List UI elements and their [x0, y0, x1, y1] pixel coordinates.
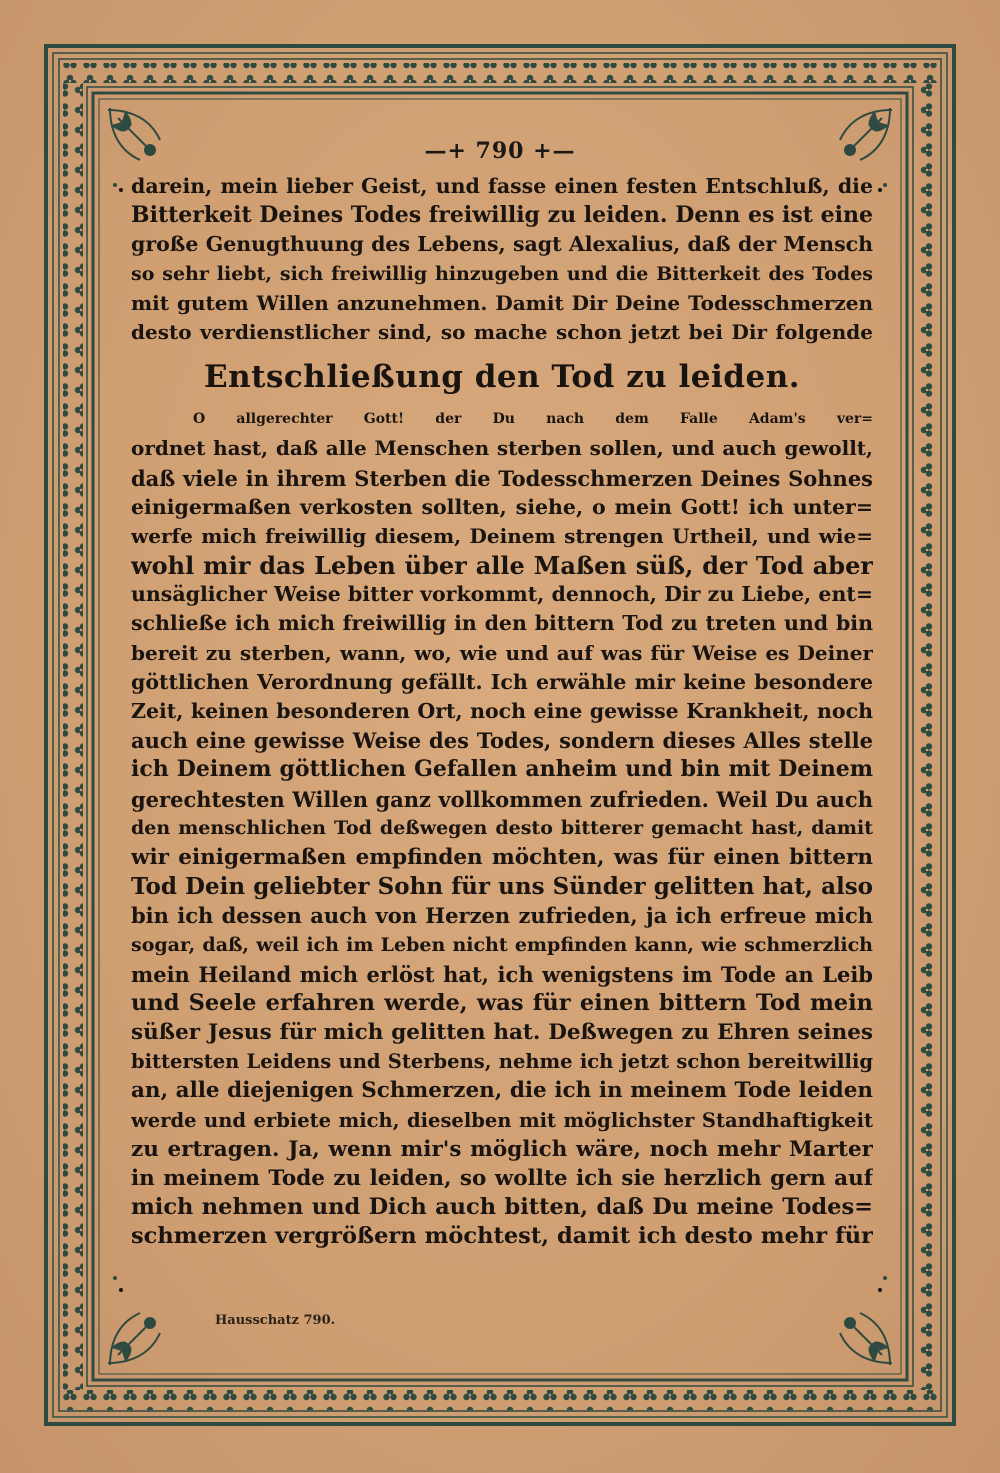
text-line: ich Deinem göttlichen Gefallen anheim und bin mit Deinem — [131, 756, 873, 783]
text-line: gerechtesten Willen ganz vollkommen zufrieden. Weil Du auch — [131, 786, 873, 812]
text-line: mit gutem Willen anzunehmen. Damit Dir Deine Todesschmerzen — [131, 290, 873, 315]
text-line: bereit zu sterben, wann, wo, wie und auf was für Weise es Deiner — [131, 640, 873, 665]
paragraph-intro — [131, 172, 873, 347]
text-line: göttlichen Verordnung gefällt. Ich erwähle mir keine besondere — [131, 669, 873, 694]
text-line: auch eine gewisse Weise des Todes, sondern dieses Alles stelle — [131, 728, 873, 754]
text-line: desto verdienstlicher sind, so mache schon jetzt bei Dir folgende — [131, 319, 873, 344]
text-line: Bitterkeit Deines Todes freiwillig zu leiden. Denn es ist eine — [131, 202, 873, 229]
text-line: mein Heiland mich erlöst hat, ich wenigstens im Tode an Leib — [131, 961, 873, 987]
text-line: mich nehmen und Dich auch bitten, daß Du meine Todes= — [131, 1194, 873, 1221]
text-line: so sehr liebt, sich freiwillig hinzugeben und die Bitterkeit des Todes — [131, 262, 873, 285]
corner-ornament-bottom-left — [108, 1313, 160, 1365]
text-line: Zeit, keinen besonderen Ort, noch eine gewisse Krankheit, noch — [131, 699, 873, 723]
text-line: ordnet hast, daß alle Menschen sterben sollen, und auch gewollt, — [131, 436, 873, 461]
text-line: werfe mich freiwillig diesem, Deinem strengen Urtheil, und wie= — [131, 523, 873, 548]
text-line: den menschlichen Tod deßwegen desto bitterer gemacht hast, damit — [131, 816, 873, 839]
text-line: und Seele erfahren werde, was für einen bittern Tod mein — [131, 989, 873, 1016]
text-line: einigermaßen verkosten sollten, siehe, o mein Gott! ich unter= — [131, 494, 873, 519]
text-line: bittersten Leidens und Sterbens, nehme ich jetzt schon bereitwillig — [131, 1050, 873, 1074]
text-line: an, alle diejenigen Schmerzen, die ich in meinem Tode leiden — [131, 1078, 873, 1104]
text-line: große Genugthuung des Lebens, sagt Alexalius, daß der Mensch — [131, 232, 873, 257]
text-line: unsäglicher Weise bitter vorkommt, dennoch, Dir zu Liebe, ent= — [131, 582, 873, 607]
text-line: schmerzen vergrößern möchtest, damit ich desto mehr für — [131, 1223, 873, 1250]
footer-mark: Hausschatz 790. — [215, 1313, 336, 1328]
text-line: daß viele in ihrem Sterben die Todesschmerzen Deines Sohnes — [131, 465, 873, 491]
text-line: in meinem Tode zu leiden, so wollte ich sie herzlich gern auf — [131, 1166, 873, 1191]
text-line: bin ich dessen auch von Herzen zufrieden, ja ich erfreue mich — [131, 903, 873, 929]
text-line: wir einigermaßen empfinden möchten, was für einen bittern — [131, 844, 873, 870]
page-number: —+ 790 +— — [424, 138, 576, 164]
text-line: schließe ich mich freiwillig in den bittern Tod zu treten und bin — [131, 611, 873, 636]
text-line: süßer Jesus für mich gelitten hat. Deßwegen zu Ehren seines — [131, 1020, 873, 1046]
corner-ornament-bottom-right — [840, 1313, 892, 1365]
text-line: darein, mein lieber Geist, und fasse einen festen Entschluß, die — [131, 174, 873, 198]
section-heading: Entschließung den Tod zu leiden. — [203, 359, 801, 396]
text-line: sogar, daß, weil ich im Leben nicht empfinden kann, wie schmerzlich — [131, 933, 873, 956]
text-line: werde und erbiete mich, dieselben mit möglichster Standhaftigkeit — [131, 1108, 873, 1132]
text-line: wohl mir das Leben über alle Maßen süß, der Tod aber — [131, 551, 873, 581]
body-text — [131, 172, 873, 1252]
text-line: zu ertragen. Ja, wenn mir's möglich wäre, noch mehr Marter — [131, 1136, 873, 1162]
text-line: Tod Dein geliebter Sohn für uns Sünder gelitten hat, also — [131, 873, 873, 901]
paragraph-prayer — [131, 405, 873, 1251]
text-line: O allgerechter Gott! der Du nach dem Falle Adam's ver= — [193, 411, 873, 428]
